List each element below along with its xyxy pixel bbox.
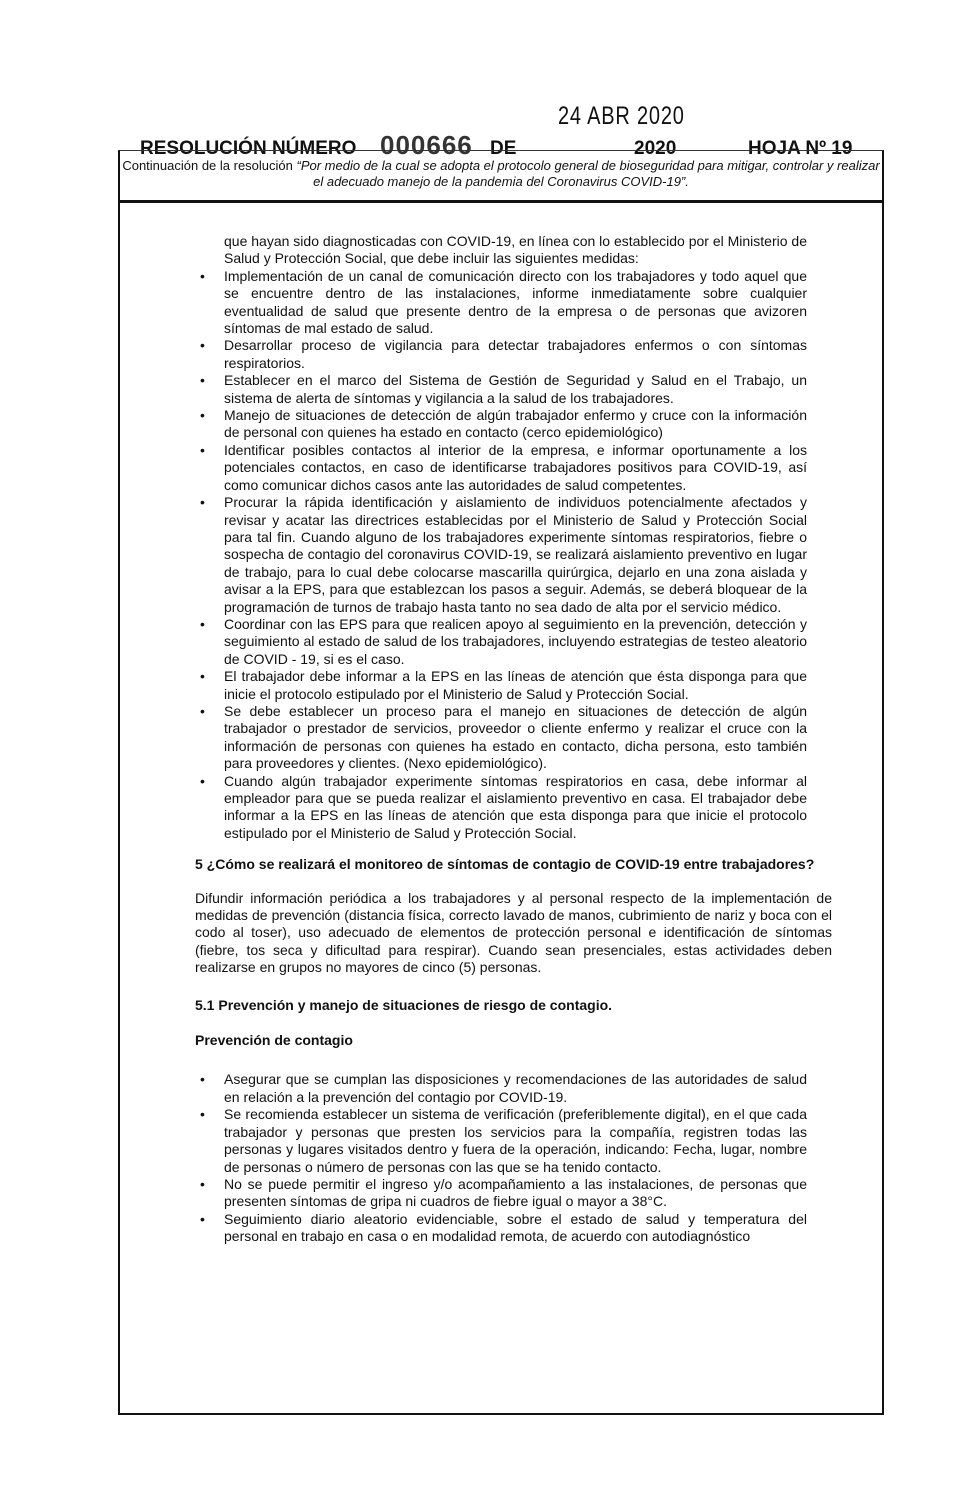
continuation-note	[120, 151, 882, 203]
section-5-heading: 5 ¿Cómo se realizará el monitoreo de síntomas de contagio de COVID-19 entre trabajadores?	[195, 856, 815, 873]
subheading-prevention: Prevención de contagio	[195, 1032, 353, 1049]
de-label: DE	[490, 138, 517, 159]
continuation-prefix: Continuación de la resolución	[122, 158, 297, 173]
continuation-title: “Por medio de la cual se adopta el protocolo general de bioseguridad para mitigar, controlar y realizar el adecuado manejo de la pandemia del Coronavirus COVID-19”.	[296, 158, 880, 189]
section-5-1-heading: 5.1 Prevención y manejo de situaciones de riesgo de contagio.	[195, 996, 613, 1013]
list-item: • Establecer en el marco del Sistema de Gestión de Seguridad y Salud en el Trabajo, un sistema de alerta de síntomas y vigilancia a la salud de los trabajadores.	[224, 372, 807, 407]
list-item: • Procurar la rápida identificación y aislamiento de individuos potencialmente afectados y revisar y acatar las directrices establecidas por el Ministerio de Salud y Protección Social para tal fin. Cuando alguno de los trabajadores experimente síntomas respiratorios, fiebre o sospecha de contagio del coronavirus COVID-19, se realizará aislamiento preventivo en lugar de trabajo, para lo cual debe colocarse mascarilla quirúrgica, dejarlo en una zona aislada y avisar a la EPS, para que establezcan los pasos a seguir. Además, se deberá bloquear de la programación de turnos de trabajo hasta tanto no sea dado de alta por el servicio médico.	[224, 494, 807, 616]
document-body	[195, 233, 832, 1246]
resolution-label: RESOLUCIÓN NÚMERO	[140, 138, 357, 159]
list-item: • El trabajador debe informar a la EPS en las líneas de atención que ésta disponga para que inicie el protocolo estipulado por el Ministerio de Salud y Protección Social.	[224, 668, 807, 703]
list-item: • No se puede permitir el ingreso y/o acompañamiento a las instalaciones, de personas que presenten síntomas de gripa ni cuadros de fiebre igual o mayor a 38°C.	[224, 1176, 807, 1211]
list-item: • Seguimiento diario aleatorio evidenciable, sobre el estado de salud y temperatura del personal en trabajo en casa o en modalidad remota, de acuerdo con autodiagnóstico	[224, 1211, 807, 1246]
sheet-number: HOJA Nº 19	[748, 138, 853, 159]
resolution-number: 000666	[380, 130, 473, 160]
content-frame	[118, 150, 884, 1415]
intro-paragraph: que hayan sido diagnosticadas con COVID-19, en línea con lo establecido por el Ministerio de Salud y Protección Social, que debe incluir las siguientes medidas:	[224, 233, 807, 267]
year: 2020	[634, 138, 677, 159]
list-item: • Manejo de situaciones de detección de algún trabajador enfermo y cruce con la información de personal con quienes ha estado en contacto (cerco epidemiológico)	[224, 407, 807, 442]
list-item: • Asegurar que se cumplan las disposiciones y recomendaciones de las autoridades de salud en relación a la prevención del contagio por COVID-19.	[224, 1071, 807, 1106]
list-item: • Coordinar con las EPS para que realicen apoyo al seguimiento en la prevención, detección y seguimiento al estado de salud de los trabajadores, incluyendo estrategias de testeo aleatorio de COVID - 19, si es el caso.	[224, 616, 807, 668]
list-item: • Implementación de un canal de comunicación directo con los trabajadores y todo aquel que se encuentre dentro de las instalaciones, informe inmediatamente sobre cualquier eventualidad de salud que presente dentro de la empresa o de personas que avizoren síntomas de mal estado de salud.	[224, 268, 807, 338]
list-item: • Identificar posibles contactos al interior de la empresa, e informar oportunamente a los potenciales contactos, en caso de identificarse trabajadores positivos para COVID-19, así como comunicar dichos casos ante las autoridades de salud competentes.	[224, 442, 807, 494]
list-item: • Se debe establecer un proceso para el manejo en situaciones de detección de algún trabajador o prestador de servicios, proveedor o cliente enfermo y realizar el cruce con la información de personas con quienes ha estado en contacto, dicha persona, esto también para proveedores y clientes. (Nexo epidemiológico).	[224, 703, 807, 773]
list-item: • Desarrollar proceso de vigilancia para detectar trabajadores enfermos o con síntomas respiratorios.	[224, 337, 807, 372]
list-item: • Cuando algún trabajador experimente síntomas respiratorios en casa, debe informar al empleador para que se pueda realizar el aislamiento preventivo en casa. El trabajador debe informar a la EPS en las líneas de atención que esta disponga para que inicie el protocolo estipulado por el Ministerio de Salud y Protección Social.	[224, 773, 807, 843]
list-item: • Se recomienda establecer un sistema de verificación (preferiblemente digital), en el que cada trabajador y personas que presten los servicios para la compañía, registren todas las personas y lugares visitados dentro y fuera de la operación, indicando: Fecha, lugar, nombre de personas o número de personas con las que se ha tenido contacto.	[224, 1106, 807, 1176]
date-stamp: 24 ABR 2020	[558, 102, 685, 130]
section-5-paragraph: Difundir información periódica a los trabajadores y al personal respecto de la implementación de medidas de prevención (distancia física, correcto lavado de manos, cubrimiento de nariz y boca con el codo al toser), uso adecuado de elementos de protección personal e identificación de síntomas (fiebre, tos seca y dificultad para respirar). Cuando sean presenciales, estas actividades deben realizarse en grupos no mayores de cinco (5) personas.	[195, 889, 832, 976]
